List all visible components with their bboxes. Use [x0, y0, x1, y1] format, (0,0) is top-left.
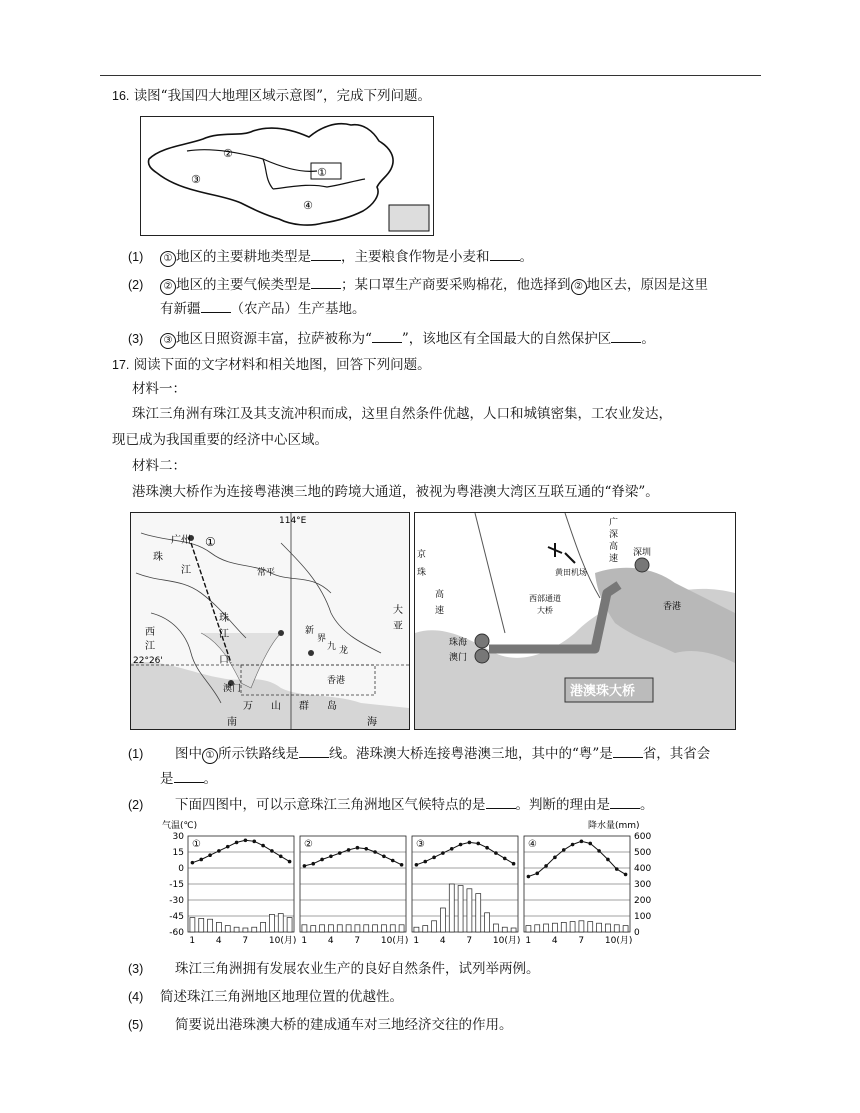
latitude-label: 22°26'	[133, 656, 163, 666]
temp-point	[485, 846, 489, 850]
temp-tick-label: -30	[169, 896, 184, 906]
temp-tick-label: -15	[169, 880, 184, 890]
month-tick-label: 7	[242, 936, 249, 946]
panel-id: ①	[192, 839, 201, 850]
temp-point	[382, 854, 386, 858]
region-label-4: ④	[303, 199, 313, 212]
place-label: 西部通道	[529, 594, 561, 603]
precip-bar	[511, 928, 516, 932]
place-label: 深	[609, 530, 619, 540]
temp-point	[468, 841, 472, 845]
material-2-title: 材料二：	[132, 458, 186, 474]
month-tick-label: 1	[413, 936, 420, 946]
precip-bar	[252, 927, 257, 932]
precip-bar	[355, 925, 360, 932]
climate-charts	[160, 818, 670, 948]
q17-sub2-num: (2)	[128, 798, 144, 812]
precip-tick-label: 500	[634, 848, 652, 858]
precip-bar	[278, 914, 283, 932]
temp-point	[279, 854, 283, 858]
temp-tick-label: -45	[169, 912, 184, 922]
temp-point	[459, 843, 463, 847]
month-tick-label: 10(月)	[380, 936, 409, 946]
precip-bar	[346, 925, 351, 932]
place-label: 速	[609, 554, 619, 564]
precip-bar	[261, 922, 266, 932]
answer-blank[interactable]	[372, 330, 402, 343]
q17-sub4-num: (4)	[128, 990, 144, 1004]
precip-bar	[390, 925, 395, 932]
month-tick-label: 7	[466, 936, 473, 946]
precip-bar	[605, 924, 610, 932]
bridge-label: 港澳珠大桥	[570, 684, 636, 699]
precip-bar	[399, 925, 404, 932]
answer-blank[interactable]	[613, 745, 643, 758]
place-label: 珠海	[449, 638, 468, 648]
precip-bar	[320, 925, 325, 932]
answer-blank[interactable]	[611, 330, 641, 343]
temp-point	[199, 858, 203, 862]
answer-blank[interactable]	[174, 770, 204, 783]
place-label: 广	[609, 518, 619, 528]
q16-sub1-num: (1)	[128, 250, 144, 264]
temp-point	[373, 850, 377, 854]
precip-bar	[570, 922, 575, 932]
temp-point	[338, 851, 342, 855]
precip-bar	[208, 919, 213, 932]
temp-point	[208, 853, 212, 857]
month-tick-label: 10(月)	[268, 936, 297, 946]
q17-sub1-num: (1)	[128, 747, 144, 761]
temp-axis-title: 气温(℃)	[162, 821, 198, 831]
precip-tick-label: 100	[634, 912, 652, 922]
month-tick-label: 1	[189, 936, 196, 946]
precip-bar	[311, 926, 316, 932]
precip-bar	[373, 925, 378, 932]
q17-sub2: 下面四图中，可以示意珠江三角洲地区气候特点的是 。判断的理由是 。	[175, 797, 654, 813]
precip-bar	[414, 927, 419, 932]
precip-bar	[544, 924, 549, 932]
temp-tick-label: 15	[172, 848, 184, 858]
place-label: 香港	[327, 676, 346, 686]
place-label: 澳门	[223, 684, 242, 694]
temp-point	[450, 847, 454, 851]
precip-bar	[199, 918, 204, 932]
q17-intro: 17. 阅读下面的文字材料和相关地图，回答下列问题。	[112, 357, 431, 373]
material-1-line1: 珠江三角洲有珠江及其支流冲积而成，这里自然条件优越，人口和城镇密集，工农业发达，	[132, 406, 672, 422]
precip-bar	[526, 926, 531, 932]
q16-sub2-num: (2)	[128, 278, 144, 292]
place-label: 江	[145, 641, 155, 652]
temp-point	[347, 848, 351, 852]
q17-sub3-num: (3)	[128, 962, 144, 976]
temp-point	[235, 841, 239, 845]
place-label: 新	[305, 626, 315, 636]
month-tick-label: 1	[301, 936, 308, 946]
precip-bar	[597, 923, 602, 932]
q17-sub3: 珠江三角洲拥有发展农业生产的良好自然条件，试列举两例。	[175, 961, 540, 977]
material-1-line2: 现已成为我国重要的经济中心区域。	[112, 432, 328, 448]
q16-sub1: ① 地区的主要耕地类型是 ，主要粮食作物是小麦和 。	[160, 248, 533, 267]
place-label: 黄田机场	[555, 568, 587, 577]
q16-sub2-line1: ② 地区的主要气候类型是 ；某口罩生产商要采购棉花，他选择到 ② 地区去，原因是这里	[160, 276, 708, 295]
panel-id: ③	[416, 839, 425, 850]
material-1-title: 材料一：	[132, 381, 186, 397]
precip-bar	[337, 925, 342, 932]
place-label: 龙	[339, 646, 349, 656]
precip-bar	[449, 884, 454, 932]
temp-point	[356, 846, 360, 850]
temp-point	[606, 858, 610, 862]
precip-bar	[588, 922, 593, 932]
answer-blank[interactable]	[201, 300, 231, 313]
region-label-2: ②	[223, 147, 233, 160]
temp-point	[624, 873, 628, 877]
precip-tick-label: 300	[634, 880, 652, 890]
q17-sub1-line2: 是 。	[160, 771, 217, 787]
month-tick-label: 7	[578, 936, 585, 946]
temp-point	[270, 849, 274, 853]
q16-sub3-num: (3)	[128, 332, 144, 346]
q16-intro: 16. 读图“我国四大地理区域示意图”，完成下列问题。	[112, 88, 431, 104]
place-label: 界	[317, 634, 327, 644]
temp-point	[364, 847, 368, 851]
temp-point	[562, 848, 566, 852]
answer-blank[interactable]	[486, 796, 516, 809]
temp-point	[553, 856, 557, 860]
place-label: 大	[393, 605, 403, 616]
place-label: 珠	[219, 613, 229, 624]
precip-bar	[458, 886, 463, 932]
place-label: 江	[181, 565, 191, 576]
temp-point	[191, 861, 195, 865]
place-label: 高	[609, 542, 619, 552]
month-tick-label: 1	[525, 936, 532, 946]
temp-tick-label: -60	[169, 928, 184, 938]
temp-point	[494, 851, 498, 855]
temp-point	[615, 867, 619, 871]
place-label: 澳门	[449, 653, 468, 663]
precip-bar	[302, 925, 307, 932]
temp-point	[535, 872, 539, 876]
precip-bar	[485, 913, 490, 932]
q17-sub5-num: (5)	[128, 1018, 144, 1032]
temp-tick-label: 30	[172, 832, 184, 842]
material-2-line1: 港珠澳大桥作为连接粤港澳三地的跨境大通道，被视为粤港澳大湾区互联互通的“脊梁”。	[132, 484, 659, 500]
panel-id: ④	[528, 839, 537, 850]
q16-sub2-line2: 有新疆 （农产品）生产基地。	[160, 301, 366, 317]
precip-bar	[364, 925, 369, 932]
precip-bar	[243, 928, 248, 932]
temp-point	[544, 864, 548, 868]
place-label: 江	[219, 629, 229, 640]
place-label: 深圳	[633, 548, 652, 558]
place-label: 海	[367, 717, 377, 728]
temp-point	[244, 838, 248, 842]
temp-point	[571, 843, 575, 847]
precip-bar	[269, 914, 274, 932]
answer-blank[interactable]	[311, 276, 341, 289]
precip-bar	[467, 889, 472, 932]
temp-point	[252, 840, 256, 844]
precip-bar	[614, 925, 619, 932]
place-label: 速	[435, 606, 445, 616]
month-tick-label: 10(月)	[492, 936, 521, 946]
month-tick-label: 4	[215, 936, 222, 946]
q17-sub1-line1: 图中 ① 所示铁路线是 线。港珠澳大桥连接粤港澳三地，其中的“粤”是 省，其省会	[175, 746, 711, 762]
place-label: 西	[145, 627, 155, 638]
precip-bar	[287, 918, 292, 932]
answer-blank[interactable]	[311, 248, 341, 261]
place-label: 万	[243, 701, 253, 712]
precip-bar	[225, 926, 230, 932]
precip-bar	[493, 924, 498, 932]
place-label: 大桥	[537, 606, 553, 615]
temp-point	[432, 856, 436, 860]
answer-blank[interactable]	[299, 745, 329, 758]
precip-bar	[234, 927, 239, 932]
precip-bar	[432, 921, 437, 932]
place-label: 京	[417, 550, 427, 560]
precip-bar	[423, 926, 428, 932]
temp-point	[288, 860, 292, 864]
precip-bar	[561, 922, 566, 932]
q17-sub4: 简述珠江三角洲地区地理位置的优越性。	[160, 989, 403, 1005]
month-tick-label: 4	[327, 936, 334, 946]
precip-bar	[190, 918, 195, 932]
temp-point	[391, 859, 395, 863]
place-label: 珠	[417, 568, 427, 578]
answer-blank[interactable]	[610, 796, 640, 809]
temp-point	[423, 860, 427, 864]
precip-tick-label: 0	[634, 928, 640, 938]
panel-id: ②	[304, 839, 313, 850]
temp-point	[597, 849, 601, 853]
place-label: 广州	[171, 535, 191, 546]
temp-point	[226, 845, 230, 849]
place-label: 岛	[327, 701, 337, 712]
place-label: 南	[227, 717, 237, 728]
q16-sub3: ③ 地区日照资源丰富，拉萨被称为“ ”，该地区有全国最大的自然保护区 。	[160, 330, 655, 349]
place-label: 山	[271, 701, 281, 712]
place-label: 亚	[393, 621, 403, 632]
precip-bar	[502, 927, 507, 932]
precip-axis-title: 降水量(mm)	[588, 821, 640, 831]
precip-bar	[381, 925, 386, 932]
month-tick-label: 10(月)	[604, 936, 633, 946]
bridge-map	[414, 512, 736, 730]
place-label: 九	[327, 642, 337, 652]
temp-point	[415, 863, 419, 867]
pearl-river-delta-map	[130, 512, 410, 730]
precip-bar	[535, 925, 540, 932]
month-tick-label: 7	[354, 936, 361, 946]
place-label: 高	[435, 590, 445, 600]
railway-marker: ①	[205, 535, 216, 549]
place-label: 常平	[257, 568, 276, 578]
temp-point	[512, 862, 516, 866]
temp-point	[329, 854, 333, 858]
precip-tick-label: 200	[634, 896, 652, 906]
place-label: 群	[299, 701, 309, 712]
header-rule	[100, 75, 761, 76]
precip-bar	[623, 926, 628, 932]
precip-bar	[216, 922, 221, 932]
longitude-label: 114°E	[279, 516, 307, 526]
temp-point	[527, 875, 531, 879]
q17-sub5: 简要说出港珠澳大桥的建成通车对三地经济交往的作用。	[175, 1017, 513, 1033]
china-regions-map	[140, 116, 434, 236]
precip-bar	[579, 921, 584, 932]
answer-blank[interactable]	[490, 248, 520, 261]
month-tick-label: 4	[439, 936, 446, 946]
precip-bar	[328, 925, 333, 932]
region-label-1: ①	[317, 166, 327, 179]
temp-point	[303, 864, 307, 868]
temp-point	[261, 844, 265, 848]
place-label: 口	[219, 655, 229, 666]
temp-point	[400, 863, 404, 867]
region-label-3: ③	[191, 173, 201, 186]
temp-point	[503, 857, 507, 861]
temp-point	[217, 849, 221, 853]
temp-point	[476, 842, 480, 846]
temp-point	[580, 840, 584, 844]
temp-point	[320, 858, 324, 862]
temp-point	[441, 851, 445, 855]
temp-point	[311, 862, 315, 866]
precip-bar	[552, 923, 557, 932]
temp-tick-label: 0	[178, 864, 184, 874]
precip-tick-label: 400	[634, 864, 652, 874]
precip-bar	[476, 894, 481, 932]
precip-tick-label: 600	[634, 832, 652, 842]
temp-point	[588, 842, 592, 846]
place-label: 珠	[153, 552, 163, 563]
month-tick-label: 4	[551, 936, 558, 946]
place-label: 香港	[663, 602, 682, 612]
precip-bar	[440, 908, 445, 932]
